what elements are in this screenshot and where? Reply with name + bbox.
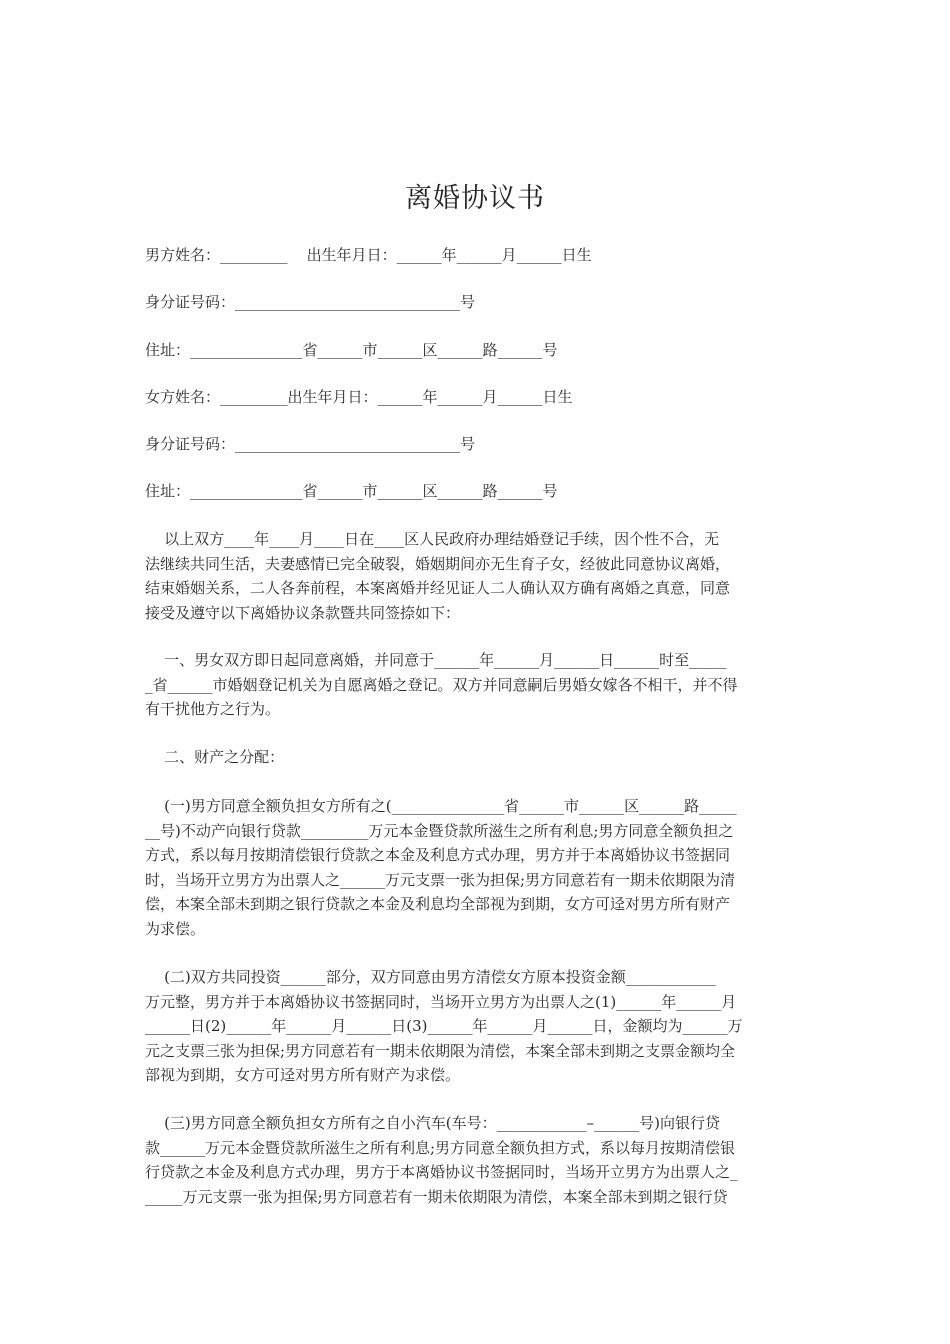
intro-paragraph (145, 527, 825, 625)
paragraph-line: 以上双方____年____月____日在____区人民政府办理结婚登记手续，因个性不合，无 (145, 530, 720, 548)
clause-2-1-paragraph (145, 794, 825, 941)
paragraph-line: (一)男方同意全额负担女方所有之(_______________省______市______区______路_____ (145, 797, 737, 815)
paragraph-line: 元之支票三张为担保;男方同意若有一期未依期限为清偿，本案全部未到期之支票金额均全 (145, 1041, 736, 1060)
male-name-line: 男方姓名：_________ 出生年月日：______年______月______日生 (145, 246, 592, 264)
clause-1-paragraph (145, 648, 825, 722)
paragraph-line: ______日(2)______年______月______日(3)______年______月______日，金额均为______万 (145, 1017, 743, 1035)
paragraph-line: 偿，本案全部未到期之银行贷款之本金及利息均全部视为到期，女方可迳对男方所有财产 (145, 895, 731, 913)
paragraph-line: __号)不动产向银行贷款_________万元本金暨贷款所滋生之所有利息;男方同意全额负担之 (145, 821, 734, 840)
female-name-line: 女方姓名：_________出生年月日：______年______月______日生 (145, 388, 573, 406)
paragraph-line: (三)男方同意全额负担女方所有之自小汽车(车号：____________–______号)向银行贷 (145, 1114, 720, 1132)
paragraph-line: 行贷款之本金及利息方式办理，男方于本离婚协议书签据同时，当场开立男方为出票人之_ (145, 1163, 738, 1181)
paragraph-line: 结束婚姻关系，二人各奔前程，本案离婚并经见证人二人确认双方确有离婚之真意，同意 (145, 579, 731, 597)
paragraph-line: 二、财产之分配： (145, 748, 285, 766)
paragraph-line: _省______市婚姻登记机关为自愿离婚之登记。双方并同意嗣后男婚女嫁各不相干，并不得 (145, 675, 738, 694)
paragraph-line: 为求偿。 (145, 919, 206, 938)
female-id-line: 身分证号码：______________________________号 (145, 435, 476, 453)
clause-2-2-paragraph (145, 965, 825, 1088)
paragraph-line: 一、男女双方即日起同意离婚，并同意于______年______月______日______时至_____ (145, 651, 727, 669)
paragraph-line: 接受及遵守以下离婚协议条款暨共同签捺如下： (145, 603, 461, 622)
paragraph-line: 万元整，男方并于本离婚协议书签据同时，当场开立男方为出票人之(1)______年______月 (145, 992, 737, 1011)
paragraph-line: 部视为到期，女方可迳对男方所有财产为求偿。 (145, 1066, 461, 1084)
paragraph-line: 有干扰他方之行为。 (145, 700, 281, 718)
paragraph-line: 法继续共同生活，夫妻感情已完全破裂，婚姻期间亦无生育子女，经彼此同意协议离婚， (145, 554, 731, 573)
male-address-line: 住址：_______________省______市______区______路______号 (145, 341, 558, 359)
clause-2-3-paragraph (145, 1111, 825, 1209)
female-address-line: 住址：_______________省______市______区______路______号 (145, 482, 558, 500)
clause-2-heading (145, 745, 825, 770)
paragraph-line: (二)双方共同投资______部分，双方同意由男方清偿女方原本投资金额____________ (145, 968, 716, 986)
paragraph-line: 时，当场开立男方为出票人之______万元支票一张为担保;男方同意若有一期未依期限为清 (145, 870, 736, 889)
document-title: 离婚协议书 (405, 183, 545, 214)
paragraph-line: 款______万元本金暨贷款所滋生之所有利息;男方同意全额负担方式，系以每月按期清偿银 (145, 1138, 736, 1157)
paragraph-line: _____万元支票一张为担保;男方同意若有一期未依期限为清偿，本案全部未到期之银行贷 (145, 1187, 728, 1206)
male-id-line: 身分证号码：______________________________号 (145, 293, 476, 311)
paragraph-line: 方式，系以每月按期清偿银行贷款之本金及利息方式办理，男方并于本离婚协议书签据同 (145, 846, 731, 864)
